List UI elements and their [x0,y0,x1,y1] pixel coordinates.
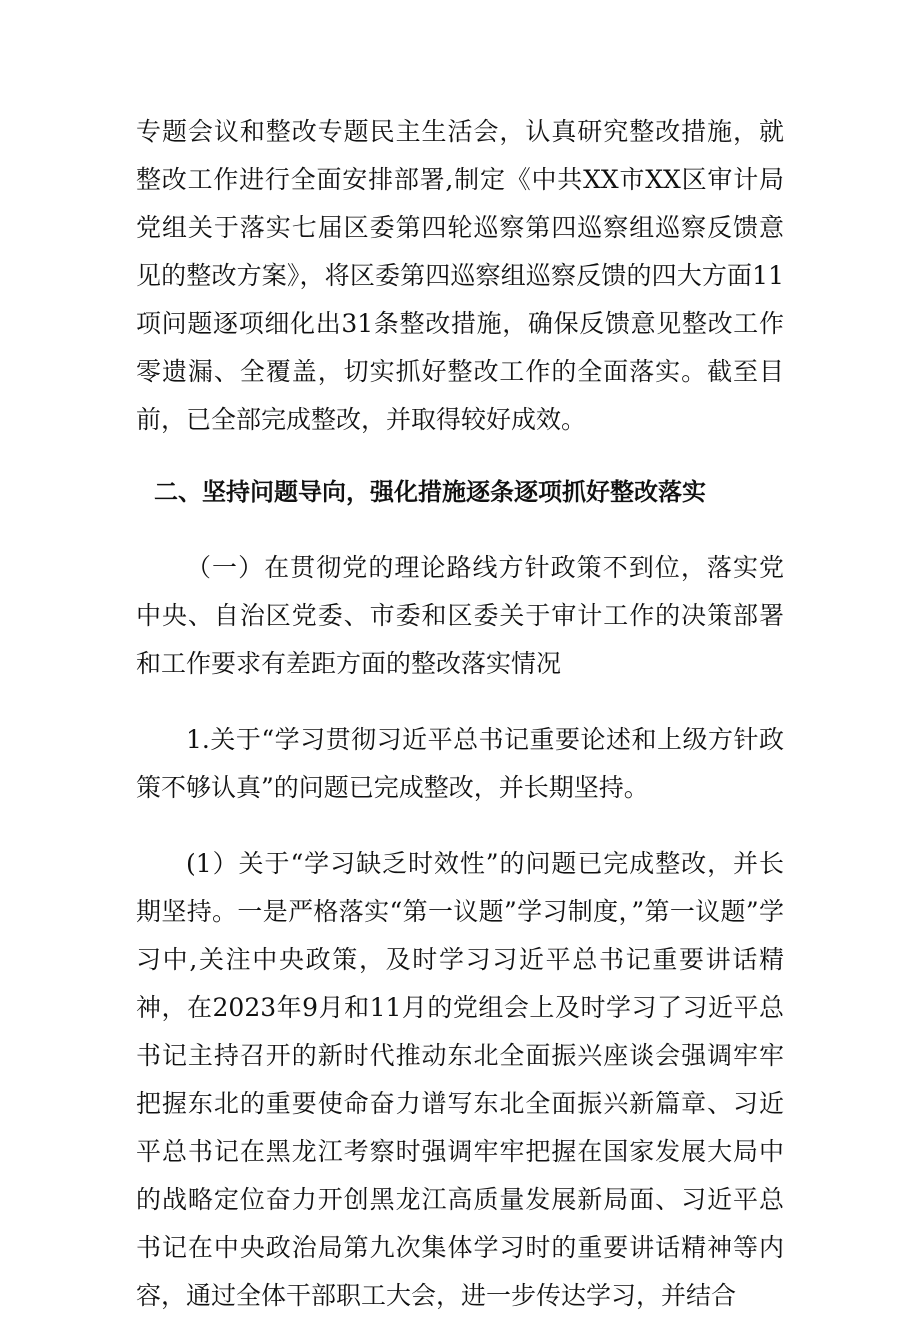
section-heading: 二、坚持问题导向，强化措施逐条逐项抓好整改落实 [154,478,706,506]
paragraph-intro: 专题会议和整改专题民主生活会，认真研究整改措施，就整改工作进行全面安排部署,制定《中共XX市XX区审计局党组关于落实七届区委第四轮巡察第四巡察组巡察反馈意见的整改方案》，将区委第四巡察组巡察反馈的四大方面11项问题逐项细化出31条整改措施，确保反馈意见整改工作零遗漏、全覆盖，切实抓好整改工作的全面落实。截至目前，已全部完成整改，并取得较好成效。 [136,117,784,434]
paragraph-item-1: 1.关于“学习贯彻习近平总书记重要论述和上级方针政策不够认真”的问题已完成整改，并长期坚持。 [136,725,784,802]
paragraph-item-1-1: (1）关于“学习缺乏时效性”的问题已完成整改，并长期坚持。一是严格落实“第一议题”学习制度，”第一议题”学习中,关注中央政策，及时学习习近平总书记重要讲话精神，在2023年9月和11月的党组会上及时学习了习近平总书记主持召开的新时代推动东北全面振兴座谈会强调牢牢把握东北的重要使命奋力谱写东北全面振兴新篇章、习近平总书记在黑龙江考察时强调牢牢把握在国家发展大局中的战略定位奋力开创黑龙江高质量发展新局面、习近平总书记在中央政治局第九次集体学习时的重要讲话精神等内容，通过全体干部职工大会，进一步传达学习，并结合 [136,849,784,1310]
document-body [136,108,784,1320]
paragraph-subsection-1: （一）在贯彻党的理论路线方针政策不到位，落实党中央、自治区党委、市委和区委关于审计工作的决策部署和工作要求有差距方面的整改落实情况 [136,553,784,678]
